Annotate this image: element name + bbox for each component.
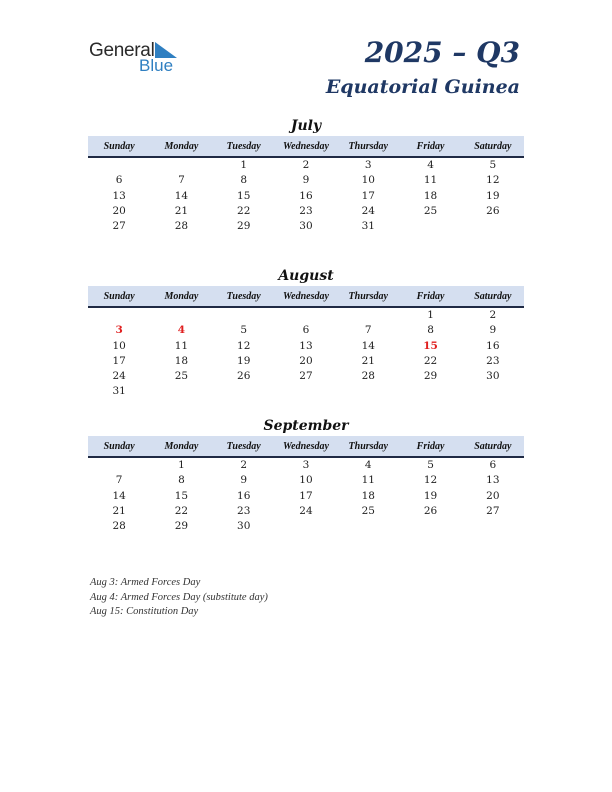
holiday-day-cell: 4 xyxy=(177,324,186,337)
weekday-header: Saturday xyxy=(474,441,512,452)
week-row xyxy=(88,204,524,219)
day-cell: 25 xyxy=(174,370,189,383)
day-cell: 10 xyxy=(112,339,126,352)
weekday-header: Tuesday xyxy=(226,141,261,152)
day-cell: 20 xyxy=(299,354,313,367)
week-row xyxy=(88,173,524,188)
day-cell: 23 xyxy=(299,204,313,217)
weekday-header: Friday xyxy=(416,291,445,302)
day-cell: 21 xyxy=(112,504,126,517)
day-cell xyxy=(150,308,212,323)
day-cell xyxy=(150,158,212,173)
holiday-notes xyxy=(90,576,268,620)
week-row xyxy=(88,219,524,234)
week-row xyxy=(88,519,524,534)
holiday-note: Aug 15: Constitution Day xyxy=(90,606,199,617)
day-cell: 1 xyxy=(240,159,248,171)
brand-logo xyxy=(89,40,189,76)
holiday-day-cell: 3 xyxy=(115,324,123,337)
holiday-note: Aug 4: Armed Forces Day (substitute day) xyxy=(90,591,268,603)
holiday-day-cell: 15 xyxy=(423,339,438,352)
day-cell: 7 xyxy=(178,174,185,187)
day-cell: 28 xyxy=(112,520,126,533)
weekday-header: Sunday xyxy=(103,291,135,302)
day-cell xyxy=(275,308,337,323)
day-cell: 3 xyxy=(302,459,310,471)
week-row xyxy=(88,189,524,204)
week-row xyxy=(88,504,524,519)
day-cell: 14 xyxy=(361,339,375,352)
weekday-header-row xyxy=(88,136,524,158)
day-cell: 16 xyxy=(237,489,251,502)
day-cell: 19 xyxy=(423,489,438,502)
day-cell: 19 xyxy=(237,354,251,367)
day-cell: 17 xyxy=(112,354,126,367)
week-row xyxy=(88,384,524,399)
day-cell: 18 xyxy=(423,189,438,202)
day-cell: 18 xyxy=(361,489,375,502)
day-cell: 20 xyxy=(486,489,500,502)
day-cell: 23 xyxy=(486,354,500,367)
day-cell xyxy=(462,219,524,234)
day-cell: 19 xyxy=(486,189,500,202)
day-cell: 24 xyxy=(112,370,126,383)
day-cell xyxy=(462,519,524,534)
day-cell: 26 xyxy=(423,504,438,517)
day-cell: 4 xyxy=(364,459,372,471)
day-cell: 22 xyxy=(237,204,251,217)
day-cell: 13 xyxy=(112,189,126,202)
day-cell xyxy=(213,308,275,323)
day-cell: 20 xyxy=(112,204,126,217)
day-cell: 13 xyxy=(486,474,500,487)
day-cell xyxy=(399,384,461,399)
weekday-header: Monday xyxy=(164,441,199,452)
day-cell: 2 xyxy=(240,459,248,471)
day-cell: 21 xyxy=(361,354,375,367)
week-row xyxy=(88,354,524,369)
week-row xyxy=(88,308,524,323)
day-cell: 14 xyxy=(174,189,189,202)
day-cell xyxy=(150,384,212,399)
day-cell: 5 xyxy=(427,459,434,471)
weekday-header: Wednesday xyxy=(283,441,329,452)
weekday-header: Thursday xyxy=(348,291,388,302)
day-cell: 9 xyxy=(240,474,248,487)
week-row xyxy=(88,473,524,488)
day-cell: 29 xyxy=(174,520,189,533)
day-cell: 17 xyxy=(299,489,313,502)
day-cell xyxy=(399,519,461,534)
day-cell xyxy=(462,384,524,399)
month-name: August xyxy=(278,268,334,284)
day-cell xyxy=(275,384,337,399)
day-cell: 28 xyxy=(361,370,375,383)
weekday-header: Tuesday xyxy=(226,291,261,302)
day-cell: 23 xyxy=(237,504,251,517)
week-row xyxy=(88,458,524,473)
day-cell: 25 xyxy=(361,504,375,517)
weekday-header-row xyxy=(88,286,524,308)
month-august xyxy=(88,266,524,400)
weekday-header: Sunday xyxy=(103,141,135,152)
weekday-header: Monday xyxy=(164,291,199,302)
weekday-header: Saturday xyxy=(474,141,512,152)
week-row xyxy=(88,369,524,384)
day-cell: 9 xyxy=(302,174,310,187)
holiday-note: Aug 3: Armed Forces Day xyxy=(90,577,201,588)
day-cell: 15 xyxy=(237,189,251,202)
week-row xyxy=(88,323,524,338)
week-row xyxy=(88,339,524,354)
weekday-header: Thursday xyxy=(348,441,388,452)
weekday-header: Wednesday xyxy=(283,291,329,302)
day-cell xyxy=(275,519,337,534)
weekday-header: Monday xyxy=(164,141,199,152)
day-cell: 13 xyxy=(299,339,313,352)
day-cell: 30 xyxy=(237,520,251,533)
day-cell: 11 xyxy=(361,474,375,487)
day-cell: 22 xyxy=(423,354,438,367)
day-cell xyxy=(88,158,150,173)
day-cell: 30 xyxy=(299,220,313,233)
weekday-header: Tuesday xyxy=(226,441,261,452)
day-cell: 29 xyxy=(237,220,251,233)
day-cell: 6 xyxy=(115,174,123,187)
weekday-header: Saturday xyxy=(474,291,512,302)
day-cell: 31 xyxy=(112,385,126,398)
week-row xyxy=(88,489,524,504)
day-cell: 31 xyxy=(361,220,375,233)
day-cell xyxy=(88,458,150,473)
weekday-header: Friday xyxy=(416,141,445,152)
day-cell: 16 xyxy=(486,339,500,352)
month-september xyxy=(88,416,524,534)
day-cell xyxy=(399,219,461,234)
weekday-header-row xyxy=(88,436,524,458)
day-cell: 22 xyxy=(174,504,189,517)
day-cell xyxy=(88,308,150,323)
day-cell: 16 xyxy=(299,189,313,202)
day-cell xyxy=(213,384,275,399)
week-row xyxy=(88,158,524,173)
page-subtitle: Equatorial Guinea xyxy=(325,76,520,98)
day-cell: 5 xyxy=(489,159,497,171)
day-cell xyxy=(337,308,399,323)
weekday-header: Sunday xyxy=(103,441,135,452)
day-cell: 10 xyxy=(299,474,313,487)
day-cell: 8 xyxy=(240,174,248,187)
day-cell: 29 xyxy=(423,370,438,383)
logo-blue-text: Blue xyxy=(139,56,174,75)
day-cell: 12 xyxy=(237,339,251,352)
day-cell: 25 xyxy=(423,204,438,217)
day-cell: 5 xyxy=(240,324,248,337)
day-cell xyxy=(337,384,399,399)
day-cell: 10 xyxy=(361,174,375,187)
day-cell: 28 xyxy=(174,220,189,233)
day-cell: 2 xyxy=(302,159,310,171)
day-cell: 7 xyxy=(115,474,123,487)
day-cell xyxy=(337,519,399,534)
day-cell: 27 xyxy=(112,220,126,233)
weekday-header: Friday xyxy=(416,441,445,452)
day-cell: 3 xyxy=(364,159,372,171)
day-cell: 21 xyxy=(174,204,189,217)
month-name: September xyxy=(263,418,349,434)
day-cell: 6 xyxy=(302,324,310,337)
day-cell: 7 xyxy=(364,324,372,337)
day-cell: 2 xyxy=(489,309,497,321)
day-cell: 15 xyxy=(174,489,189,502)
day-cell: 11 xyxy=(174,339,189,352)
day-cell: 8 xyxy=(178,474,185,487)
month-july xyxy=(88,116,524,234)
day-cell: 26 xyxy=(237,370,251,383)
day-cell: 24 xyxy=(361,204,375,217)
month-name: July xyxy=(290,118,322,134)
day-cell: 24 xyxy=(299,504,313,517)
day-cell: 27 xyxy=(299,370,313,383)
day-cell: 17 xyxy=(361,189,375,202)
day-cell: 12 xyxy=(486,174,500,187)
day-cell: 1 xyxy=(427,309,434,321)
day-cell: 27 xyxy=(486,504,500,517)
logo-general-text: General xyxy=(89,40,155,61)
weekday-header: Thursday xyxy=(348,141,388,152)
day-cell: 9 xyxy=(489,324,497,337)
day-cell: 11 xyxy=(423,174,438,187)
weekday-header: Wednesday xyxy=(283,141,329,152)
day-cell: 4 xyxy=(427,159,434,171)
day-cell: 26 xyxy=(486,204,500,217)
page-title: 2025 – Q3 xyxy=(364,36,520,69)
day-cell: 12 xyxy=(423,474,438,487)
day-cell: 14 xyxy=(112,489,126,502)
day-cell: 1 xyxy=(178,459,185,471)
day-cell: 6 xyxy=(489,459,497,471)
day-cell: 8 xyxy=(427,324,434,337)
day-cell: 30 xyxy=(486,370,500,383)
day-cell: 18 xyxy=(174,354,189,367)
